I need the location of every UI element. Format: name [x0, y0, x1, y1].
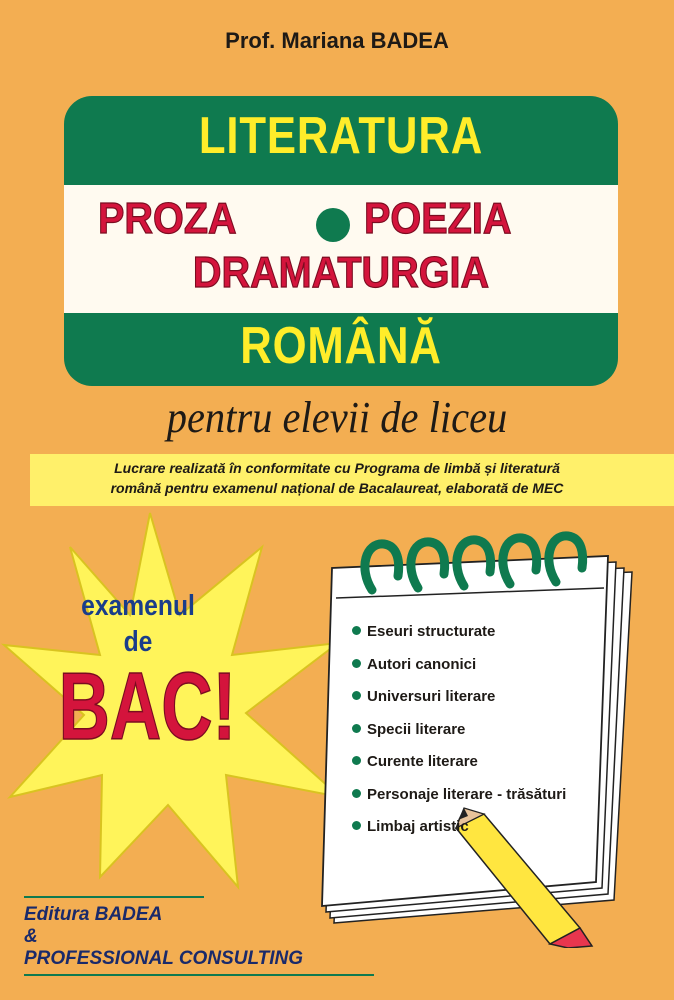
- description-line-1: Lucrare realizată în conformitate cu Programa de limbă și literatură: [114, 460, 560, 476]
- publisher-divider-bottom: [24, 974, 374, 976]
- list-item: Eseuri structurate: [352, 622, 566, 655]
- publisher-partner: PROFESSIONAL CONSULTING: [24, 948, 304, 969]
- badge-line-3: BAC!: [58, 653, 237, 760]
- title-word-proza: PROZA: [98, 194, 237, 243]
- publisher-divider-top: [24, 896, 204, 898]
- list-item: Curente literare: [352, 752, 566, 785]
- list-item: Universuri literare: [352, 687, 566, 720]
- subtitle: pentru elevii de liceu: [166, 393, 508, 442]
- title-top: LITERATURA: [198, 107, 484, 165]
- publisher-name: Editura BADEA: [24, 904, 163, 925]
- publisher-ampersand: &: [24, 926, 38, 947]
- bullet-icon: [352, 659, 361, 668]
- title-separator-dot: [316, 208, 350, 242]
- bullet-icon: [352, 821, 361, 830]
- author-name: Prof. Mariana BADEA: [225, 28, 449, 53]
- list-item: Personaje literare - trăsături: [352, 785, 566, 818]
- list-item: Autori canonici: [352, 655, 566, 688]
- bullet-icon: [352, 756, 361, 765]
- description-line-2: română pentru examenul național de Bacalaureat, elaborată de MEC: [110, 480, 564, 496]
- bullet-icon: [352, 691, 361, 700]
- bullet-icon: [352, 626, 361, 635]
- badge-line-2: de: [123, 626, 153, 658]
- topics-list: [352, 622, 566, 850]
- bullet-icon: [352, 724, 361, 733]
- list-item: Specii literare: [352, 720, 566, 753]
- list-item: Limbaj artistic: [352, 817, 566, 850]
- title-word-poezia: POEZIA: [364, 194, 512, 243]
- badge-line-1: examenul: [81, 590, 195, 622]
- bullet-icon: [352, 789, 361, 798]
- title-word-dramaturgia: DRAMATURGIA: [192, 248, 490, 297]
- title-bottom: ROMÂNĂ: [240, 317, 442, 375]
- title-panel: [64, 96, 618, 386]
- description: [0, 458, 674, 498]
